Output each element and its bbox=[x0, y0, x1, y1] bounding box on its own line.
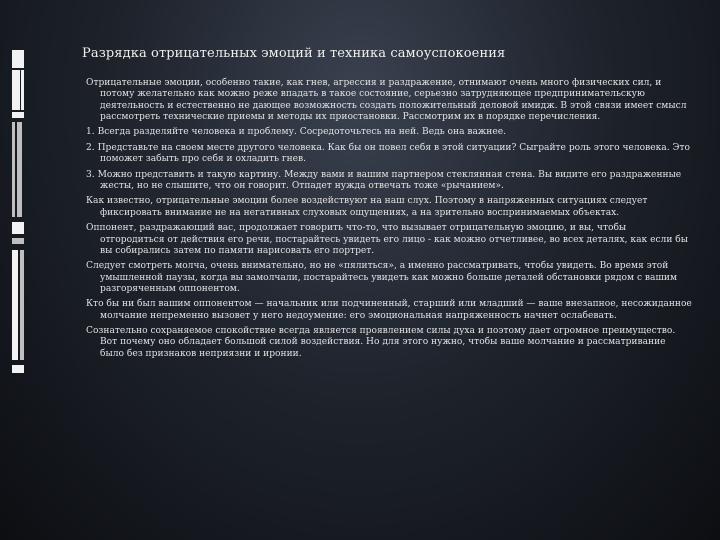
slide-body bbox=[86, 78, 692, 364]
paragraph-intro: Отрицательные эмоции, особенно такие, как гнев, агрессия и раздражение, отнимают очень много физических сил, и потому желательно как можно реже впадать в такое состояние, серьезно затрудняющее предпринимательскую деятельность и естественно не дающее возможность создать положительный деловой имидж. В этой связи имеет смысл рассмотреть технические приемы и методы их приостановки. Рассмотрим их в порядке перечисления. bbox=[86, 78, 687, 122]
deco-bar bbox=[12, 238, 24, 244]
paragraph-6: Следует смотреть молча, очень внимательно, но не «пялиться», а именно рассматривать, чтобы увидеть. Во время этой умышленной паузы, когда вы замолчали, постарайтесь увидеть как можно больше деталей обстановки рядом с вашим разгоряченным оппонентом. bbox=[86, 261, 678, 294]
deco-bar bbox=[12, 250, 18, 360]
deco-bar bbox=[12, 70, 20, 110]
decorative-side-bars bbox=[12, 0, 32, 540]
deco-bar bbox=[17, 122, 22, 217]
deco-bar bbox=[12, 50, 24, 68]
paragraph-8: Сознательно сохраняемое спокойствие всегда является проявлением силы духа и поэтому дает огромное преимущество. Вот почему оно обладает большой силой воздействия. Но для этого нужно, чтобы ваше молчание и рассматривание было без признаков неприязни и иронии. bbox=[86, 326, 676, 359]
deco-bar bbox=[12, 122, 15, 217]
paragraph-4: Как известно, отрицательные эмоции более воздействуют на наш слух. Поэтому в напряженных ситуациях следует фиксировать внимание не на негативных слуховых ощущениях, а на зрительно воспринимаемых объектах. bbox=[86, 196, 648, 218]
paragraph-1: 1. Всегда разделяйте человека и проблему. Сосредоточьтесь на ней. Ведь она важнее. bbox=[86, 127, 507, 138]
paragraph-2: 2. Представьте на своем месте другого человека. Как бы он повел себя в этой ситуации? Сыграйте роль этого человека. Это поможет забыть про себя и охладить гнев. bbox=[86, 142, 690, 165]
deco-bar bbox=[12, 365, 24, 373]
deco-bar bbox=[12, 222, 24, 234]
deco-bar bbox=[21, 70, 24, 110]
paragraph-7: Кто бы ни был вашим оппонентом — начальник или подчиненный, старший или младший — ваше внезапное, несожиданное молчание непременно вызовет у него недоумение: его эмоциональная напряженность начнет ослабевать. bbox=[86, 299, 692, 321]
paragraph-5: Оппонент, раздражающий вас, продолжает говорить что-то, что вызывает отрицательную эмоцию, и вы, чтобы отгородиться от действия его речи, постарайтесь увидеть его лицо - как можно отчетливее, во всех деталях, как если бы вы собирались затем по памяти нарисовать его портрет. bbox=[86, 223, 688, 256]
deco-bar bbox=[12, 112, 24, 118]
paragraph-3: 3. Можно представить и такую картину. Между вами и вашим партнером стеклянная стена. Вы видите его раздраженные жесты, но не слышите, что он говорит. Отпадет нужда отвечать тоже «рычанием». bbox=[86, 169, 682, 191]
slide-title: Разрядка отрицательных эмоций и техника самоуспокоения bbox=[82, 46, 506, 61]
deco-bar bbox=[20, 250, 24, 360]
